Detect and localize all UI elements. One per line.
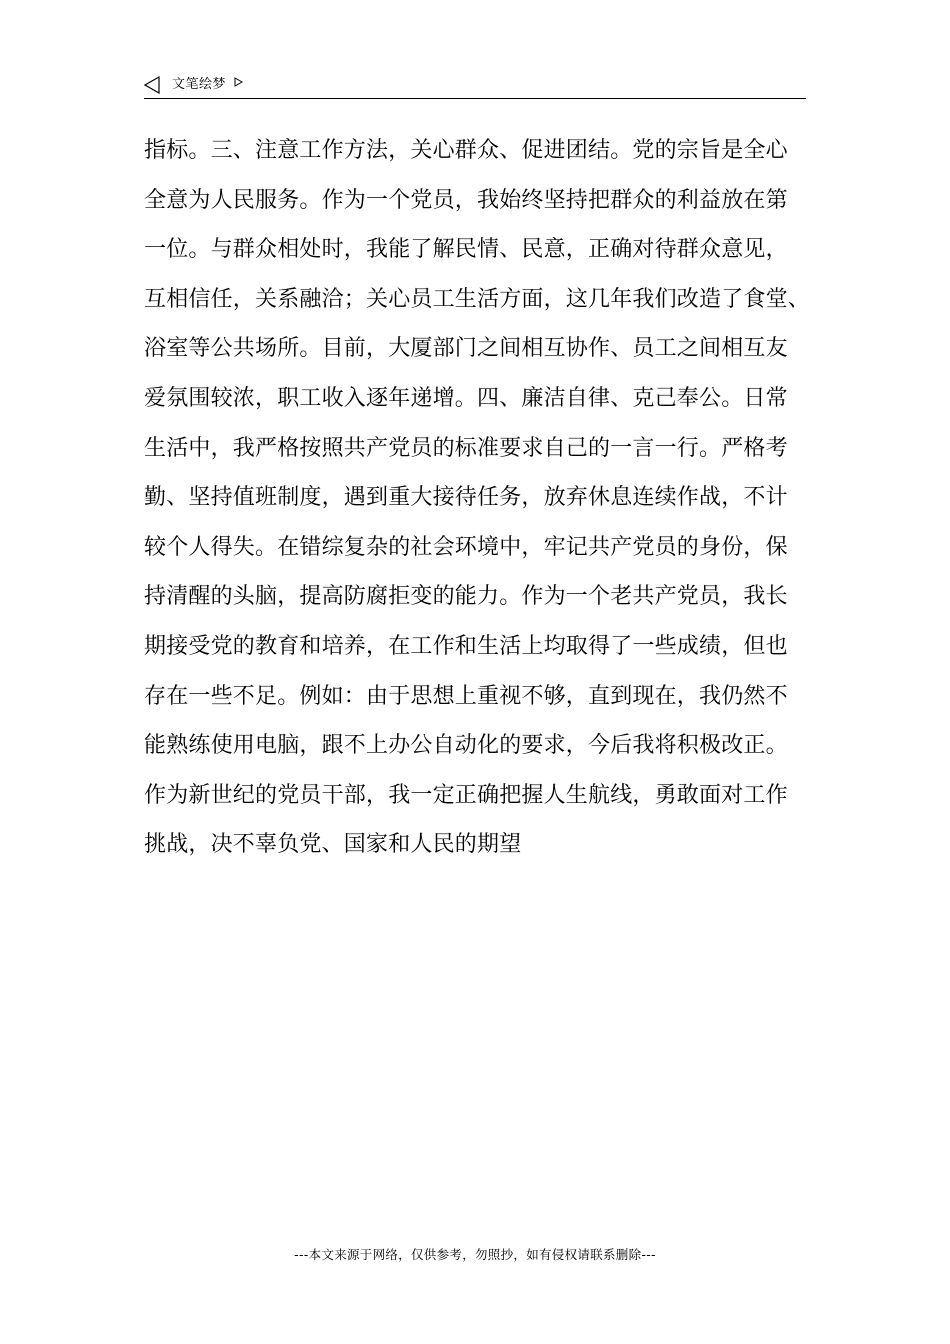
text-line: 生活中，我严格按照共产党员的标准要求自己的一言一行。严格考: [144, 435, 788, 461]
header-content: [144, 74, 243, 96]
text-line: 浴室等公共场所。目前，大厦部门之间相互协作、员工之间相互友: [144, 336, 788, 362]
text-line: 爱氛围较浓，职工收入逐年递增。四、廉洁自律、克己奉公。日常: [144, 385, 788, 411]
triangle-right-outline-icon: [234, 77, 243, 87]
document-body: [144, 126, 824, 870]
text-line: 持清醒的头脑，提高防腐拒变的能力。作为一个老共产党员，我长: [144, 584, 788, 610]
text-line: 挑战，决不辜负党、国家和人民的期望: [144, 832, 522, 858]
text-line: 指标。三、注意工作方法，关心群众、促进团结。党的宗旨是全心: [144, 138, 788, 163]
text-line: 能熟练使用电脑，跟不上办公自动化的要求，今后我将积极改正。: [144, 733, 788, 759]
text-line: 作为新世纪的党员干部，我一定正确把握人生航线，勇敢面对工作: [144, 782, 788, 808]
text-line: 勤、坚持值班制度，遇到重大接待任务，放弃休息连续作战，不计: [144, 485, 788, 511]
text-line: 全意为人民服务。作为一个党员，我始终坚持把群众的利益放在第: [144, 187, 788, 213]
text-line: 互相信任，关系融洽；关心员工生活方面，这几年我们改造了食堂、: [144, 286, 811, 312]
text-line: 较个人得失。在错综复杂的社会环境中，牢记共产党员的身份，保: [144, 534, 788, 560]
text-line: 期接受党的教育和培养，在工作和生活上均取得了一些成绩，但也: [144, 633, 788, 659]
page-footer: ---本文来源于网络，仅供参考，勿照抄，如有侵权请联系删除---: [294, 1247, 656, 1262]
text-line: 一位。与群众相处时，我能了解民情、民意，正确对待群众意见，: [144, 237, 788, 263]
header-title: 文笔绘梦: [172, 77, 227, 92]
text-line: 存在一些不足。例如：由于思想上重视不够，直到现在，我仍然不: [144, 683, 788, 709]
page-header: [144, 74, 806, 99]
